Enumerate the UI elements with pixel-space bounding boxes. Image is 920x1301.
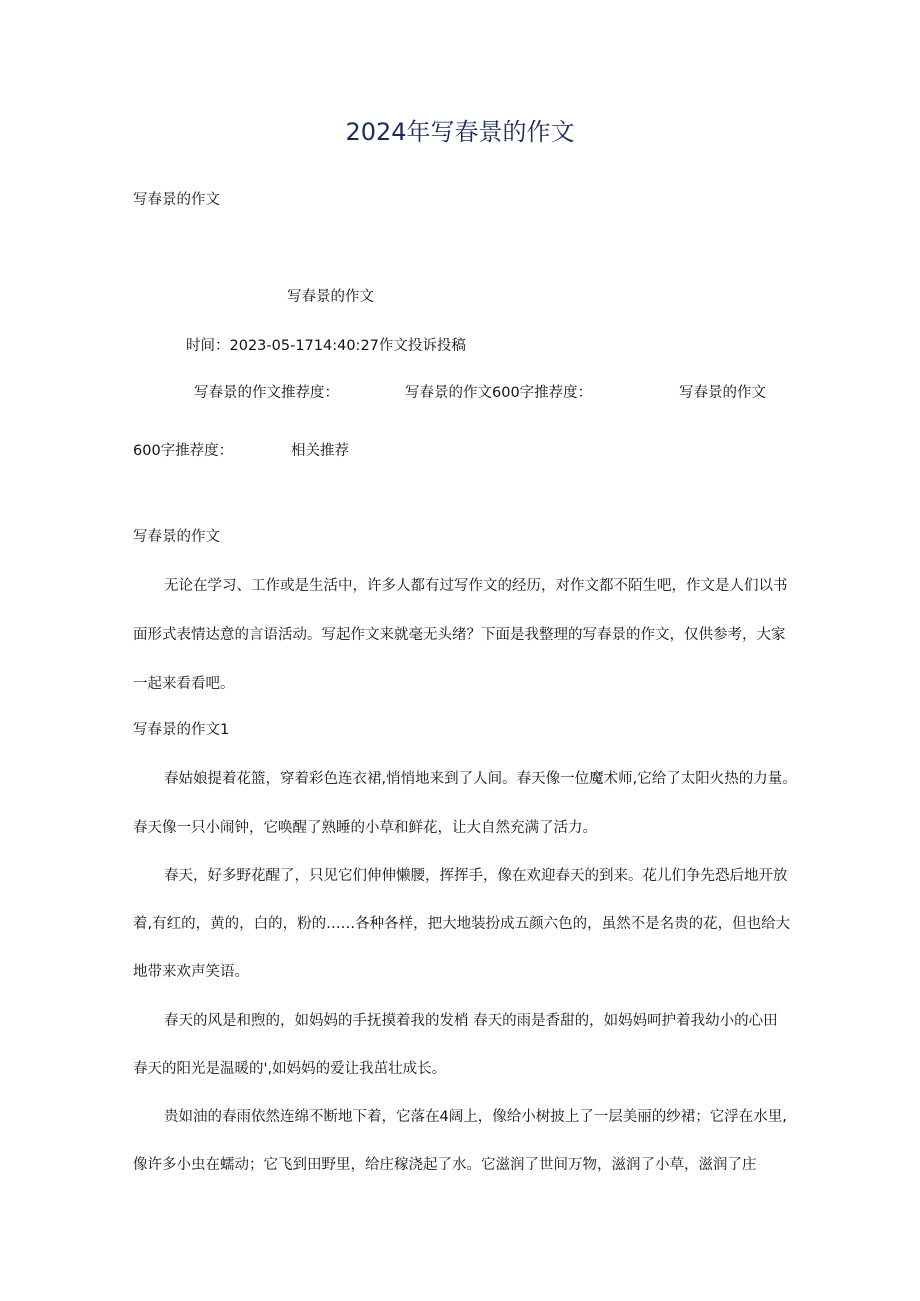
paragraph-line: 着,有红的，黄的，白的，粉的……各种各样，把大地装扮成五颜六色的，虽然不是名贵的花，但也给大 [133,916,791,932]
section-heading: 写春景的作文 [133,529,220,545]
paragraph-line: 地带来欢声笑语。 [133,964,249,980]
paragraph-line: 春姑娘提着花篮，穿着彩色连衣裙,悄悄地来到了人间。春天像一位魔术师,它给了太阳火热的力量。 [164,771,797,787]
meta-line: 时间：2023-05-1714:40:27作文投诉投稿 [186,338,466,354]
paragraph-line: 贵如油的春雨依然连绵不断地下着，它落在4阔上，像给小树披上了一层美丽的纱裙；它浮在水里, [164,1109,787,1125]
recommend-item-1: 写春景的作文推荐度： [194,385,339,401]
intro-line: 无论在学习、工作或是生活中，许多人都有过写作文的经历，对作文都不陌生吧，作文是人们以书 [164,578,788,594]
essay1-heading: 写春景的作文1 [133,722,230,738]
recommend-item-3-cont: 600字推荐度： [133,443,234,459]
paragraph-line: 春天的风是和煦的，如妈妈的手抚摸着我的发梢 春天的雨是香甜的，如妈妈呵护着我幼小的心田 [164,1013,778,1029]
document-title: 2024年写春景的作文 [345,118,575,146]
intro-line: 面形式表情达意的言语活动。写起作文来就毫无头绪？下面是我整理的写春景的作文，仅供参考，大家 [133,627,786,643]
intro-line: 一起来看看吧。 [133,676,235,692]
recommend-item-3: 写春景的作文 [679,385,766,401]
paragraph-line: 春天的阳光是温暖的',如妈妈的爱让我茁壮成长。 [133,1061,447,1077]
recommend-item-2: 写春景的作文600字推荐度： [405,385,593,401]
article-title: 写春景的作文 [287,289,374,305]
paragraph-line: 春天，好多野花醒了，只见它们伸伸懒腰，挥挥手，像在欢迎春天的到来。花儿们争先恐后地开放 [164,868,788,884]
paragraph-line: 春天像一只小闹钟，它唤醒了熟睡的小草和鲜花，让大自然充满了活力。 [133,820,597,836]
paragraph-line: 像许多小虫在蠕动；它飞到田野里，给庄稼浇起了水。它滋润了世间万物，滋润了小草，滋润了庄 [133,1157,757,1173]
related-recommend-link[interactable]: 相关推荐 [291,443,349,459]
subtitle: 写春景的作文 [133,192,220,208]
